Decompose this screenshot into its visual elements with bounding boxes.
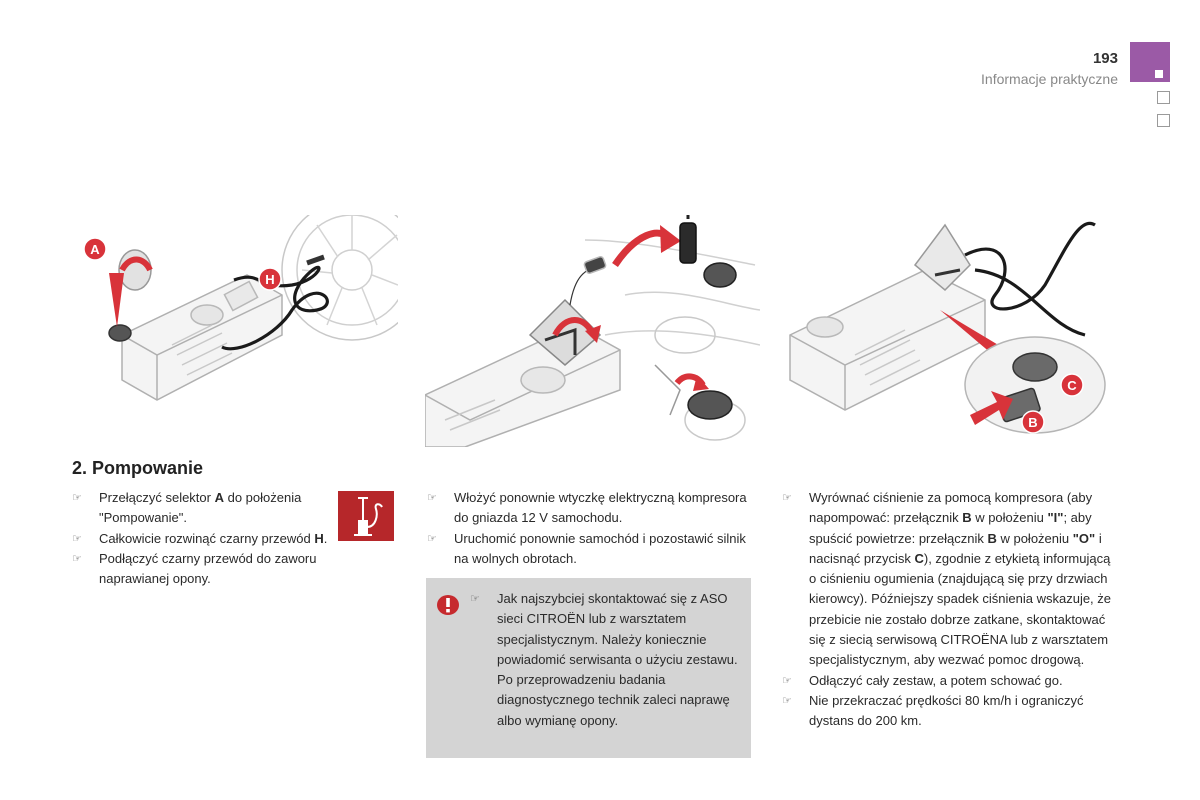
instructions-list-1: [72, 488, 342, 589]
label-a: A: [90, 242, 100, 257]
list-item: ☞ Odłączyć cały zestaw, a potem schować go.: [782, 671, 1117, 691]
warning-list: [470, 589, 740, 731]
label-b: B: [1028, 415, 1038, 430]
list-item: ☞ Wyrównać ciśnienie za pomocą kompresora (aby napompować: przełącznik B w położeniu "I"; aby spuścić powietrze: przełącznik B w położeniu "O" i nacisnąć przycisk C), zgodnie z etykietą informującą o ciśnieniu ogumienia (znajdującą się przy drzwiach kierowcy). Późniejszy spadek ciśnienia wskazuje, że przebicie nie zostało dobrze zatkane, skontaktować się z siecią serwisową CITROËNA lub z warsztatem specjalistycznym, aby wezwać pomoc drogową.: [782, 490, 1112, 668]
pointing-hand-icon: ☞: [72, 552, 82, 565]
pointing-hand-icon: ☞: [427, 492, 437, 504]
illustration-pressure-adjust: [785, 215, 1107, 447]
list-item: ☞ Włożyć ponownie wtyczkę elektryczną kompresora do gniazda 12 V samochodu.: [427, 490, 747, 526]
chapter-tab-box: [1157, 91, 1170, 104]
list-item: ☞ Uruchomić ponownie samochód i pozostawić silnik na wolnych obrotach.: [427, 530, 746, 566]
section-heading: 2. Pompowanie: [72, 458, 204, 478]
pointing-hand-icon: ☞: [72, 532, 82, 545]
label-h: H: [265, 272, 275, 287]
list-item: ☞ Nie przekraczać prędkości 80 km/h i ograniczyć dystans do 200 km.: [782, 692, 1084, 729]
pointing-hand-icon: ☞: [72, 492, 82, 504]
list-item: ☞ Podłączyć czarny przewód do zaworu naprawianej opony.: [72, 550, 317, 587]
illustration-plug-ignition: [425, 215, 760, 447]
list-item: ☞ Całkowicie rozwinąć czarny przewód H.: [72, 529, 342, 549]
instructions-list-3: [782, 488, 1117, 732]
chapter-tab-active: [1130, 42, 1170, 82]
warning-box: [426, 578, 751, 758]
pointing-hand-icon: ☞: [782, 674, 792, 687]
tab-dot: [1155, 70, 1163, 78]
page-number: 193: [1092, 50, 1118, 67]
instructions-list-2: [427, 488, 747, 569]
list-item: ☞ Jak najszybciej skontaktować się z ASO sieci CITROËN lub z warsztatem specjalistycznym. Należy koniecznie powiadomić serwisanta o użyciu zestawu. Po przeprowadzeniu badania diagnostycznego technik zaleci naprawę albo wymianę opony.: [470, 591, 738, 728]
illustration-compressor-selector: [62, 215, 398, 447]
pointing-hand-icon: ☞: [782, 694, 792, 707]
pointing-hand-icon: ☞: [470, 593, 480, 605]
pointing-hand-icon: ☞: [782, 492, 792, 504]
exclamation-icon: [436, 594, 460, 616]
section-title: Informacje praktyczne: [981, 71, 1118, 87]
chapter-tab-box: [1157, 114, 1170, 127]
label-c: C: [1067, 378, 1077, 393]
list-item: ☞ Przełączyć selektor A do położenia "Pompowanie".: [72, 490, 302, 526]
pointing-hand-icon: ☞: [427, 532, 437, 545]
tire-pump-icon: [338, 491, 394, 541]
